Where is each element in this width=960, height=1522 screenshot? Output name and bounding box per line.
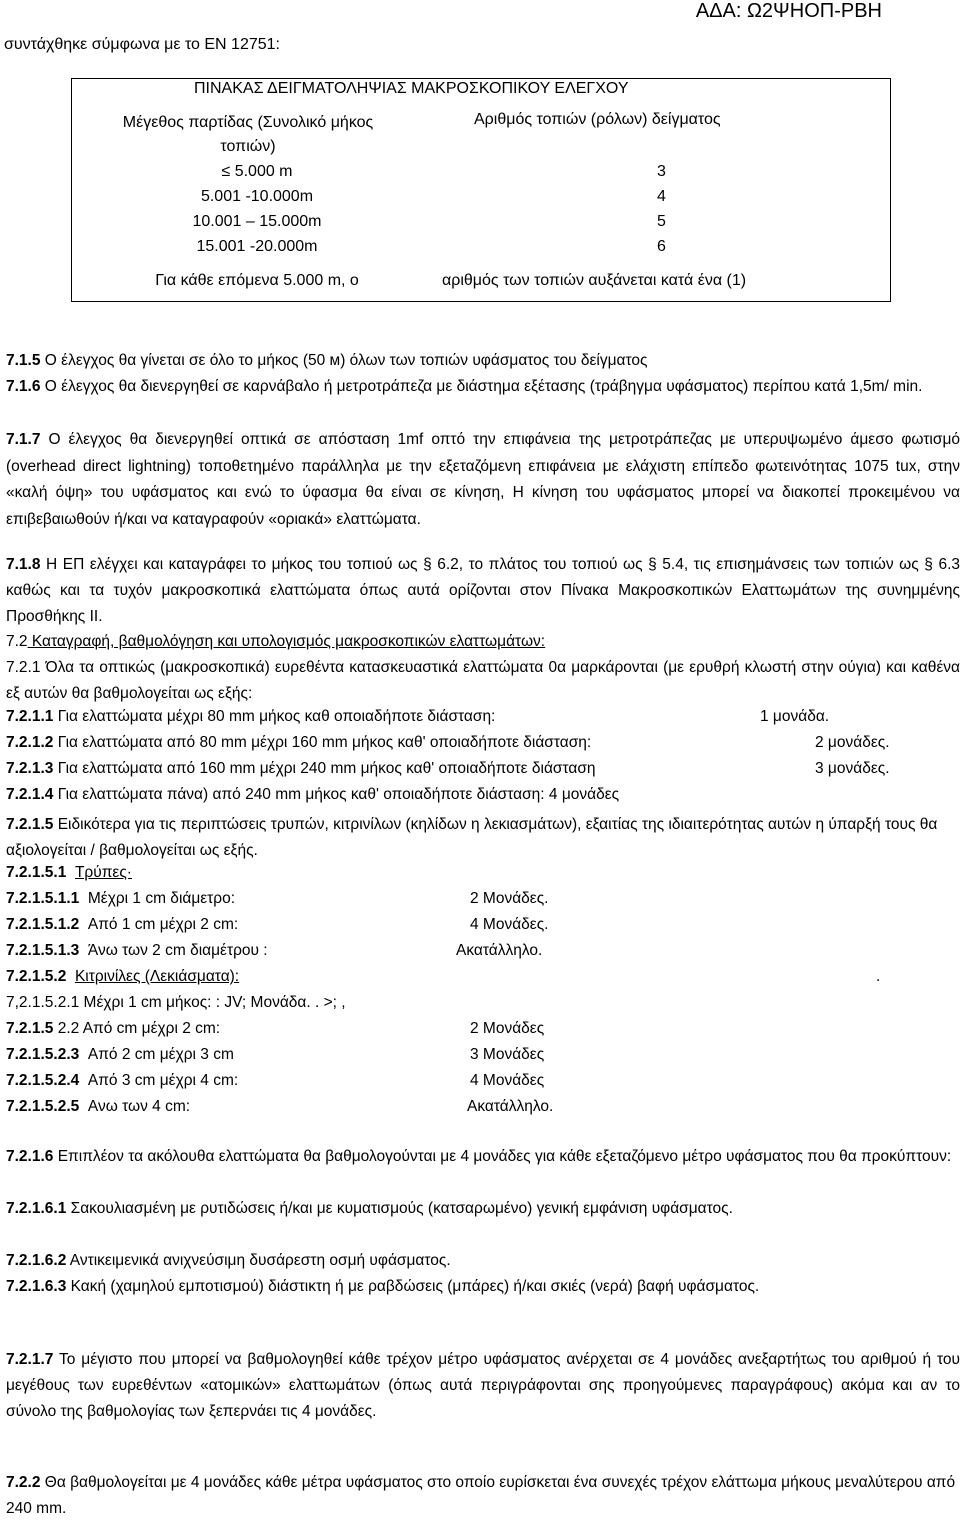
section-number: 7.2.1.6 xyxy=(6,1148,54,1165)
table-row-range: Για κάθε επόμενα 5.000 m, ο xyxy=(155,272,359,289)
section-number: 7.2.2 xyxy=(6,1474,41,1491)
section-text: Από 3 cm μέχρι 4 cm: xyxy=(87,1072,239,1089)
section-7-2-1-5-2-1: 7,2.1.5.2.1 Μέχρι 1 cm μήκος: : JV; Μονάδα. . >; , xyxy=(6,994,346,1011)
section-7-1-7 xyxy=(6,427,960,533)
section-number: 7.1.8 xyxy=(6,556,41,573)
section-number: 7.1.5 xyxy=(6,352,41,369)
section-number: 7.2.1.6.3 xyxy=(6,1278,67,1295)
section-number: 7.2.1 xyxy=(6,659,41,676)
section-number: 7.2 xyxy=(6,633,28,650)
section-number: 7.1.7 xyxy=(6,431,41,448)
section-text: Ανω των 4 cm: xyxy=(87,1098,191,1115)
document-id: ΑΔΑ: Ω2ΨΗΟΠ-ΡΒΗ xyxy=(695,0,882,22)
score-value: Ακατάλληλο. xyxy=(456,942,543,959)
section-text: Ο έλεγχος θα γίνεται σε όλο το μήκος (50 м) όλων των τοπιών υφάσματος του δείγματος xyxy=(40,352,648,369)
section-number: 7.1.6 xyxy=(6,378,41,395)
section-number: 7.2.1.2 xyxy=(6,734,54,751)
section-text: Άνω των 2 cm διαμέτρου : xyxy=(87,942,268,959)
section-text: Για ελαττώματα από 160 mm μέχρι 240 mm μήκος καθ' οποιαδήποτε διάσταση xyxy=(53,760,596,777)
section-text: Ο έλεγχος θα διενεργηθεί οπτικά σε απόσταση 1mf οπτό την επιφάνεια της μετροτράπεζας με υπερυψωμένο άμεσο φωτισμό (overhead direct lightning) τοποθετημένο παράλληλα με την εξεταζόμενη επιφάνεια με ελάχιστη επίπεδο φωτεινότητας 1075 tux, στην «καλή όψη» του υφάσματος και ενώ το ύφασμα θα είναι σε κίνηση, Η κίνηση του υφάσματος μπορεί να διακοπεί προκειμένου να επιβεβαιωθούν ή/και να καταγραφούν «οριακά» ελαττώματα. xyxy=(6,431,960,528)
section-7-2-1-5-1-3 xyxy=(6,942,268,960)
section-7-2-1-6 xyxy=(6,1144,960,1170)
score-value: 2 μονάδες. xyxy=(815,734,890,751)
section-7-1-8 xyxy=(6,552,960,630)
score-value: 4 Μονάδες xyxy=(470,1072,545,1089)
section-number: 7.2.1.5.2 xyxy=(6,968,67,985)
section-heading: Τρύπες· xyxy=(74,864,132,881)
section-text: Από 1 cm μέχρι 2 cm: xyxy=(87,916,239,933)
section-7-2-1-5-1 xyxy=(6,864,132,882)
section-number: 7.2.1.4 xyxy=(6,786,54,803)
table-row-count: 3 xyxy=(657,163,666,180)
score-value: 2 Μονάδες. xyxy=(470,890,549,907)
section-7-2-1-5-2-3 xyxy=(6,1046,234,1064)
section-7-2-1-5-2 xyxy=(6,968,239,986)
section-7-2-1-5-2-4 xyxy=(6,1072,238,1090)
section-heading: Καταγραφή, βαθμολόγηση και υπολογισμός μακροσκοπικών ελαττωμάτων: xyxy=(27,633,546,650)
section-number: 7.2.1.5.1.1 xyxy=(6,890,80,907)
section-heading: Κιτρινίλες (Λεκιάσματα): xyxy=(74,968,240,985)
section-7-2 xyxy=(6,629,960,655)
section-7-2-1-6-3 xyxy=(6,1274,960,1300)
section-7-2-2 xyxy=(6,1470,960,1522)
section-number: 7.2.1.1 xyxy=(6,708,54,725)
section-text: Θα βαθμολογείται με 4 μονάδες κάθε μέτρα υφάσματος στο οποίο ευρίσκεται ένα συνεχές τρέχον ελάττωμα μήκους μεναλύτερου από 240 mm. xyxy=(6,1474,956,1517)
table-row-range: ≤ 5.000 m xyxy=(221,163,293,180)
section-number: 7.2.1.6.2 xyxy=(6,1252,67,1269)
section-text: Ειδικότερα για τις περιπτώσεις τρυπών, κιτρινίλων (κηλίδων η λεκιασμάτων), εξαιτίας της ιδιαιτερότητας αυτών η ύπαρξή τους θα αξιολογείται / βαθμολογείται ως εξής. xyxy=(6,816,938,859)
section-7-2-1-5-2-2 xyxy=(6,1020,220,1038)
table-row-count: 5 xyxy=(657,213,666,230)
score-value: Ακατάλληλο. xyxy=(467,1098,554,1115)
table-row-range: 10.001 – 15.000m xyxy=(192,213,322,230)
section-7-1-5 xyxy=(6,348,960,374)
sampling-table xyxy=(71,78,891,302)
section-7-2-1-1 xyxy=(6,708,495,726)
section-number: 7.2.1.6.1 xyxy=(6,1200,67,1217)
section-7-2-1-6-2 xyxy=(6,1248,960,1274)
score-value: 4 Μονάδες. xyxy=(470,916,549,933)
intro-text: συντάχθηκε σύμφωνα με το ΕΝ 12751: xyxy=(4,36,280,53)
table-row-count: 6 xyxy=(657,238,666,255)
section-text: Όλα τα οπτικώς (μακροσκοπικά) ευρεθέντα κατασκευαστικά ελαττώματα 0α μαρκάρονται (με ερυθρή κλωστή στην ούγια) και καθένα εξ αυτών θα βαθμολογείται ως εξής: xyxy=(6,659,960,702)
score-value: 1 μονάδα. xyxy=(760,708,830,725)
section-7-2-1-5 xyxy=(6,812,960,864)
table-row-range: 15.001 -20.000m xyxy=(196,238,318,255)
section-7-2-1-5-1-1 xyxy=(6,890,235,908)
section-7-2-1 xyxy=(6,655,960,707)
section-text: Κακή (χαμηλού εμποτισμού) διάστικτη ή με ραβδώσεις (μπάρες) ή/και σκιές (νερά) βαφή υφάσματος. xyxy=(66,1278,760,1295)
section-text: Για ελαττώματα μέχρι 80 mm μήκος καθ οποιαδήποτε διάσταση: xyxy=(53,708,496,725)
section-number: 7.2.1.5.1.2 xyxy=(6,916,80,933)
section-text: Από 2 cm μέχρι 3 cm xyxy=(87,1046,234,1063)
section-7-2-1-7 xyxy=(6,1347,960,1425)
score-value: 2 Μονάδες xyxy=(470,1020,545,1037)
section-text: Σακουλιασμένη με ρυτιδώσεις ή/και με κυματισμούς (κατσαρωμένο) γενική εμφάνιση υφάσματος. xyxy=(66,1200,733,1217)
section-number: 7.2.1.5.2.5 xyxy=(6,1098,80,1115)
score-value: . xyxy=(876,968,881,985)
table-header-sample-count: Αριθμός τοπιών (ρόλων) δείγματος xyxy=(474,111,721,128)
section-text: Μέχρι 1 cm διάμετρο: xyxy=(87,890,236,907)
section-text: Αντικειμενικά ανιχνεύσιμη δυσάρεστη οσμή υφάσματος. xyxy=(66,1252,451,1269)
section-text: Ο έλεγχος θα διενεργηθεί σε καρνάβαλο ή μετροτράπεζα με διάστημα εξέτασης (τράβηγμα υφάσματος) περίπου κατά 1,5m/ min. xyxy=(40,378,923,395)
score-value: 3 Μονάδες xyxy=(470,1046,545,1063)
score-value: 3 μονάδες. xyxy=(815,760,890,777)
section-text: Για ελαττώματα πάνα) από 240 mm μήκος καθ' οποιαδήποτε διάσταση: 4 μονάδες xyxy=(53,786,620,803)
section-text: 2.2 Από cm μέχρι 2 cm: xyxy=(57,1020,221,1037)
section-text: Η ΕΠ ελέγχει και καταγράφει το μήκος του τοπιού ως § 6.2, το πλάτος του τοπιού ως § 5.4, τις επισημάνσεις των τοπιών ως § 6.3 καθώς και τα τυχόν μακροσκοπικά ελαττώματα όπως αυτά ορίζονται στον Πίνακα Μακροσκοπικών Ελαττωμάτων της συνημμένης Προσθήκης II. xyxy=(6,556,960,625)
section-number: 7.2.1.5.2.3 xyxy=(6,1046,80,1063)
section-text: Το μέγιστο που μπορεί να βαθμολογηθεί κάθε τρέχον μέτρο υφάσματος ανέρχεται σε 4 μονάδες ανεξαρτήτως του αριθμού ή του μεγέθους των ευρεθέντων «ατομικών» ελαττωμάτων (όπως αυτά περιγράφονται σης προηγούμενες παραγράφους) ακόμα και αν το σύνολο της βαθμολογίας των ξεπερνάει τις 4 μονάδες. xyxy=(6,1351,960,1420)
table-title: ΠΙΝΑΚΑΣ ΔΕΙΓΜΑΤΟΛΗΨΙΑΣ ΜΑΚΡΟΣΚΟΠΙΚΟΥ ΕΛΕΓΧΟΥ xyxy=(194,80,629,97)
section-text: Επιπλέον τα ακόλουθα ελαττώματα θα βαθμολογούνται με 4 μονάδες για κάθε εξεταζόμενο μέτρο υφάσματος που θα προκύπτουν: xyxy=(53,1148,952,1165)
section-number: 7.2.1.7 xyxy=(6,1351,54,1368)
section-text: Για ελαττώματα από 80 mm μέχρι 160 mm μήκος καθ' οποιαδήποτε διάσταση: xyxy=(53,734,592,751)
section-7-2-1-3 xyxy=(6,760,596,778)
section-number: 7.2.1.5.1.3 xyxy=(6,942,80,959)
table-row-count: αριθμός των τοπιών αυξάνεται κατά ένα (1) xyxy=(442,272,747,289)
section-number: 7.2.1.5 xyxy=(6,1020,54,1037)
section-7-2-1-5-2-5 xyxy=(6,1098,190,1116)
section-7-2-1-2 xyxy=(6,734,591,752)
section-7-2-1-4 xyxy=(6,786,619,804)
section-7-2-1-5-1-2 xyxy=(6,916,238,934)
table-row-count: 4 xyxy=(657,188,666,205)
section-number: 7.2.1.5.2.4 xyxy=(6,1072,80,1089)
section-number: 7.2.1.3 xyxy=(6,760,54,777)
section-7-2-1-6-1 xyxy=(6,1196,960,1222)
section-7-1-6 xyxy=(6,374,960,400)
table-header-lot-size: Μέγεθος παρτίδας (Συνολικό μήκος τοπιών) xyxy=(122,114,374,155)
section-number: 7.2.1.5 xyxy=(6,816,54,833)
section-number: 7.2.1.5.1 xyxy=(6,864,67,881)
table-row-range: 5.001 -10.000m xyxy=(200,188,314,205)
